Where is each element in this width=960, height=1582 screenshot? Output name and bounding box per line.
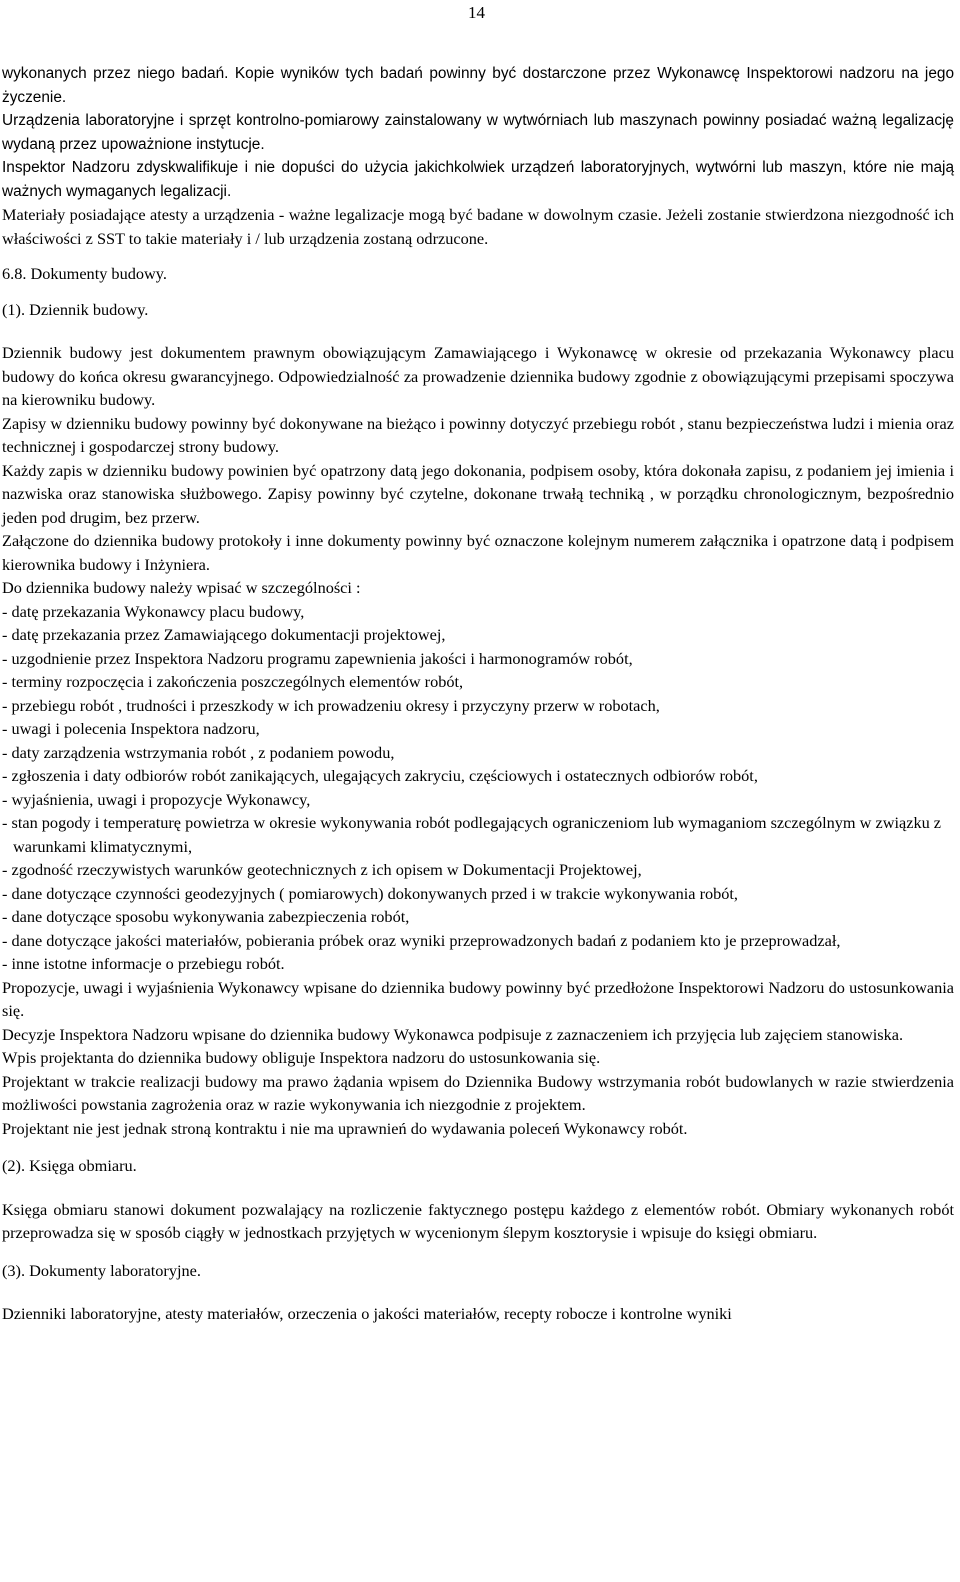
paragraph: Księga obmiaru stanowi dokument pozwalający na rozliczenie faktycznego postępu każdego z elementów robót. Obmiary wykonanych robót przeprowadza się w sposób ciągły w jednostkach przyjętych w wycenionym ślepym kosztorysie i wpisuje do księgi obmiaru.: [2, 1199, 954, 1242]
document-body: [2, 62, 954, 1326]
section-heading: 6.8. Dokumenty budowy.: [2, 264, 167, 283]
paragraph: Projektant nie jest jednak stroną kontraktu i nie ma uprawnień do wydawania poleceń Wykonawcy robót.: [2, 1118, 688, 1138]
paragraph: Materiały posiadające atesty a urządzenia - ważne legalizacje mogą być badane w dowolnym czasie. Jeżeli zostanie stwierdzona niezgodność ich właściwości z SST to takie materiały i / lub urządzenia zostaną odrzucone.: [2, 205, 954, 248]
list-item: - inne istotne informacje o przebiegu robót.: [2, 954, 285, 973]
list-item: - uzgodnienie przez Inspektora Nadzoru programu zapewnienia jakości i harmonogramów robót,: [2, 648, 633, 668]
paragraph: Każdy zapis w dzienniku budowy powinien być opatrzony datą jego dokonania, podpisem osoby, która dokonała zapisu, z podaniem jej imienia i nazwiska oraz stanowiska służbowego. Zapisy powinny być czytelne, dokonane trwałą techniką , w porządku chronologicznym, bezpośrednio jeden pod drugim, bez przerw.: [2, 460, 954, 527]
list-item: - datę przekazania przez Zamawiającego dokumentacji projektowej,: [2, 625, 446, 644]
paragraph: wykonanych przez niego badań. Kopie wyników tych badań powinny być dostarczone przez Wykonawcę Inspektorowi nadzoru na jego życzenie.: [2, 65, 954, 106]
paragraph: Zapisy w dzienniku budowy powinny być dokonywane na bieżąco i powinny dotyczyć przebiegu robót , stanu bezpieczeństwa ludzi i mienia oraz technicznej i gospodarczej strony budowy.: [2, 413, 954, 456]
subsection-heading-dziennik: (1). Dziennik budowy.: [2, 299, 149, 319]
paragraph: Dziennik budowy jest dokumentem prawnym obowiązującym Zamawiającego i Wykonawcę w okresie od przekazania Wykonawcy placu budowy do końca okresu gwarancyjnego. Odpowiedzialność za prowadzenie dziennika budowy zgodnie z obowiązującymi przepisami spoczywa na kierowniku budowy.: [2, 343, 954, 409]
paragraph: Propozycje, uwagi i wyjaśnienia Wykonawcy wpisane do dziennika budowy powinny być przedłożone Inspektorowi Nadzoru do ustosunkowania się.: [2, 977, 954, 1020]
list-item: - dane dotyczące czynności geodezyjnych ( pomiarowych) dokonywanych przed i w trakcie wykonywania robót,: [2, 883, 739, 903]
list-item: - zgłoszenia i daty odbiorów robót zanikających, ulegających zakryciu, częściowych i ostatecznych odbiorów robót,: [2, 766, 758, 785]
entries-list: [2, 600, 954, 976]
list-item: - stan pogody i temperaturę powietrza w okresie wykonywania robót podlegających ograniczeniom lub wymaganiom szczególnym w związku z warunkami klimatycznymi,: [2, 813, 942, 856]
subsection-heading-obmiar: (2). Księga obmiaru.: [2, 1156, 137, 1175]
lab-equipment-section: [2, 62, 954, 250]
list-item: - datę przekazania Wykonawcy placu budowy,: [2, 601, 305, 621]
list-item: - zgodność rzeczywistych warunków geotechnicznych z ich opisem w Dokumentacji Projektowej,: [2, 860, 642, 879]
list-item: - przebiegu robót , trudności i przeszkody w ich prowadzeniu okresy i przyczyny przerw w robotach,: [2, 695, 660, 715]
subsection-heading-laboratoryjne: (3). Dokumenty laboratoryjne.: [2, 1260, 201, 1280]
paragraph: Inspektor Nadzoru zdyskwalifikuje i nie dopuści do użycia jakichkolwiek urządzeń laboratoryjnych, wytwórni lub maszyn, które nie mają ważnych wymaganych legalizacji.: [2, 159, 954, 200]
list-item: - dane dotyczące jakości materiałów, pobierania próbek oraz wyniki przeprowadzonych badań z podaniem kto je przeprowadzał,: [2, 930, 841, 950]
paragraph: Decyzje Inspektora Nadzoru wpisane do dziennika budowy Wykonawca podpisuje z zaznaczeniem ich przyjęcia lub zajęciem stanowiska.: [2, 1024, 904, 1044]
paragraph: Urządzenia laboratoryjne i sprzęt kontrolno-pomiarowy zainstalowany w wytwórniach lub maszynach powinny posiadać ważną legalizację wydaną przez upoważnione instytucje.: [2, 112, 954, 153]
list-item: - daty zarządzenia wstrzymania robót , z podaniem powodu,: [2, 742, 395, 762]
obmiar-section: [2, 1198, 954, 1245]
lab-documents-section: [2, 1302, 954, 1326]
list-item: - uwagi i polecenia Inspektora nadzoru,: [2, 719, 260, 738]
paragraph: Dzienniki laboratoryjne, atesty materiałów, orzeczenia o jakości materiałów, recepty robocze i kontrolne wyniki: [2, 1304, 732, 1323]
list-item: - dane dotyczące sposobu wykonywania zabezpieczenia robót,: [2, 907, 410, 926]
page-number: 14: [468, 3, 485, 22]
paragraph: Do dziennika budowy należy wpisać w szczególności :: [2, 578, 361, 597]
paragraph: Załączone do dziennika budowy protokoły i inne dokumenty powinny być oznaczone kolejnym numerem załącznika i opatrzone datą i podpisem kierownika budowy i Inżyniera.: [2, 531, 954, 574]
list-item: - wyjaśnienia, uwagi i propozycje Wykonawcy,: [2, 789, 311, 809]
paragraph: Wpis projektanta do dziennika budowy obliguje Inspektora nadzoru do ustosunkowania się.: [2, 1048, 601, 1067]
paragraph: Projektant w trakcie realizacji budowy ma prawo żądania wpisem do Dziennika Budowy wstrzymania robót budowlanych w razie stwierdzenia możliwości powstania zagrożenia oraz w razie wykonywania ich niezgodnie z projektem.: [2, 1071, 954, 1114]
dziennik-section: [2, 341, 954, 1140]
list-item: - terminy rozpoczęcia i zakończenia poszczególnych elementów robót,: [2, 672, 464, 691]
